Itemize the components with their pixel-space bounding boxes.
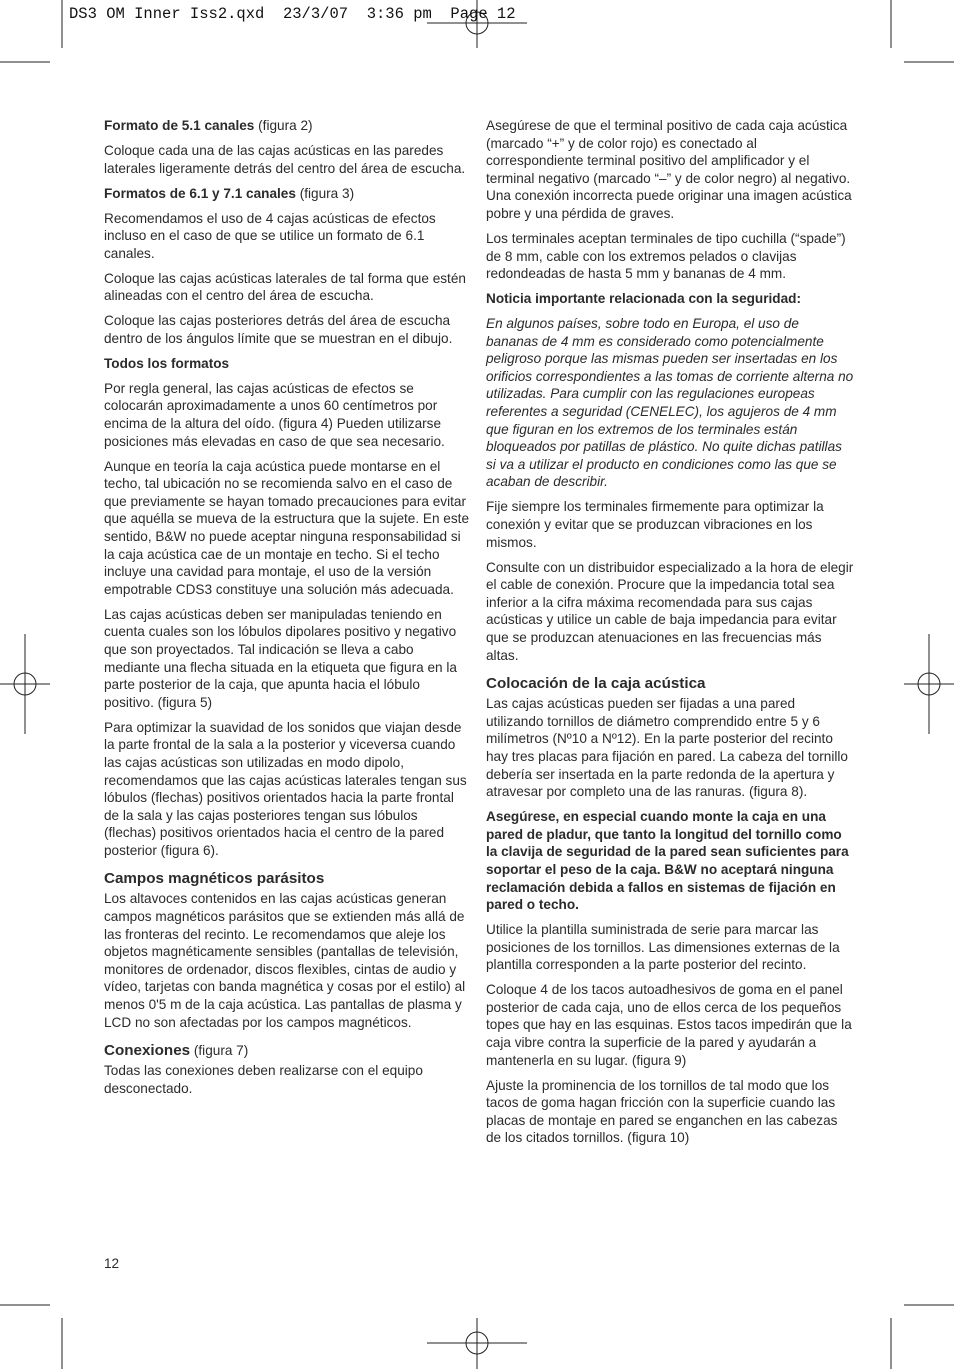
paragraph: Recomendamos el uso de 4 cajas acústicas de efectos incluso en el caso de que se utilice un formato de 6.1 canales. <box>104 210 436 261</box>
slug-page: Page 12 <box>450 5 516 23</box>
registration-mark-left <box>0 634 50 734</box>
paragraph: Utilice la plantilla suministrada de serie para marcar las posiciones de los tornillos. Las dimensiones externas de la plantilla corresponden a la parte posterior del recinto. <box>486 922 840 973</box>
subheading-all-formats: Todos los formatos <box>104 355 230 371</box>
paragraph: Asegúrese de que el terminal positivo de cada caja acústica (marcado “+” y de color rojo) es conectado al correspondiente terminal positivo del amplificador y el terminal negativo (marcado “–” y de color negro) al negativo. Una conexión incorrecta puede originar una imagen acústica pobre y una pérdida de graves. <box>486 118 852 221</box>
paragraph: Por regla general, las cajas acústicas de efectos se colocarán aproximadamente a unos 60 centímetros por encima de la altura del oído. (figura 4) Pueden utilizarse posiciones más elevadas en caso de que sea necesario. <box>104 380 445 449</box>
paragraph: Consulte con un distribuidor especializado a la hora de elegir el cable de conexión. Procure que la impedancia total sea inferior a la cifra máxima recomendada para sus cajas acústicas y utilice un cable de baja impedancia para evitar que se produzcan atenuaciones en las frecuencias más altas. <box>486 559 854 663</box>
section-heading-connections: Conexiones (figura 7) <box>104 1042 249 1060</box>
paragraph: Coloque cada una de las cajas acústicas en las paredes laterales ligeramente detrás del centro del área de escucha. <box>104 142 466 176</box>
paragraph: Coloque las cajas acústicas laterales de tal forma que estén alineadas con el centro del área de escucha. <box>104 270 466 304</box>
paragraph: Las cajas acústicas deben ser manipuladas teniendo en cuenta cuales son los lóbulos dipolares positivo y negativo que son proyectados. Tal indicación se lleva a cabo mediante una flecha situada en la etiqueta que figura en la parte posterior de la caja, que apunta hacia el lóbulo positivo. (figura 5) <box>104 606 457 710</box>
paragraph: Para optimizar la suavidad de los sonidos que viajan desde la parte frontal de la sala a la posterior y viceversa cuando las cajas acústicas son utilizadas en modo dipolo, recomendamos que las cajas acústicas laterales tengan sus lóbulos (flechas) positivos orientados hacia la parte frontal de la sala y las cajas posteriores tengan sus lóbulos (flechas) positivos orientados hacia el centro de la pared posterior (figura 6). <box>104 719 467 858</box>
paragraph: Las cajas acústicas pueden ser fijadas a una pared utilizando tornillos de diámetro comprendido entre 5 y 6 milímetros (Nº10 a Nº12). En la parte posterior del recinto hay tres placas para fijación en pared. La cabeza del tornillo debería ser insertada en la parte redonda de la apertura y atravesar por completo una de las ranuras. (figura 8). <box>486 696 848 800</box>
safety-notice-heading: Noticia importante relacionada con la seguridad: <box>486 291 801 307</box>
paragraph: Coloque las cajas posteriores detrás del área de escucha dentro de los ángulos límite que se muestran en el dibujo. <box>104 313 453 346</box>
section-heading-placement: Colocación de la caja acústica <box>486 675 706 693</box>
paragraph: Fije siempre los terminales firmemente para optimizar la conexión y evitar que se produzcan vibraciones en los mismos. <box>486 499 824 550</box>
paragraph: Los terminales aceptan terminales de tipo cuchilla (“spade”) de 8 mm, cable con los extremos pelados o clavijas redondeadas de hasta 5 mm y bananas de 4 mm. <box>486 230 846 282</box>
left-column <box>104 117 470 1105</box>
paragraph: Los altavoces contenidos en las cajas acústicas generan campos magnéticos parásitos que se extienden más allá de las fronteras del recinto. Le recomendamos que aleje los objetos magnéticamente sensibles (pantallas de televisión, monitores de ordenador, discos flexibles, cintas de audio y vídeo, tarjetas con banda magnética y cosas por el estilo) al menos 0'5 m de la caja acústica. Las pantallas de plasma y LCD no son afectadas por los campos magnéticos. <box>104 891 466 1030</box>
paragraph: Ajuste la prominencia de los tornillos de tal modo que los tacos de goma hagan fricción con la superficie cuando las placas de montaje en pared se enganchen en las cabezas de los citados tornillos. (figura 10) <box>486 1077 838 1146</box>
page-number: 12 <box>104 1256 120 1271</box>
safety-notice-text: En algunos países, sobre todo en Europa, el uso de bananas de 4 mm es considerado como potencialmente peligroso porque las mismas pueden ser insertadas en los orificios correspondientes a las tomas de corriente alterna no utilizadas. Para cumplir con las regulaciones europeas referentes a seguridad (CENELEC), los agujeros de 4 mm que figuran en los extremos de los terminales están bloqueados por patillas de plástico. No quite dichas patillas si va a utilizar el producto en condiciones como las que se acaban de describir. <box>486 316 854 490</box>
paragraph: Aunque en teoría la caja acústica puede montarse en el techo, tal ubicación no se recomienda salvo en el caso de que previamente se hayan tomado precauciones para evitar que aquélla se mueva de la estructura que la sujete. En este sentido, B&W no puede aceptar ninguna responsabilidad si la caja acústica cae de un montaje en techo. Si el techo incluye una cavidad para montaje, el uso de la versión empotrable CDS3 constituye una solución más adecuada. <box>104 458 470 597</box>
slug-date: 23/3/07 <box>282 5 349 23</box>
subheading-6-1-7-1: Formatos de 6.1 y 7.1 canales (figura 3) <box>104 185 355 201</box>
subheading-5-1: Formato de 5.1 canales (figura 2) <box>104 118 313 133</box>
right-column <box>486 117 854 1154</box>
mounting-warning: Asegúrese, en especial cuando monte la caja en una pared de pladur, que tanto la longitud del tornillo como la clavija de seguridad de la pared sean suficientes para soportar el peso de la caja. B&W no aceptará ninguna reclamación debida a fallos en sistemas de fijación en pared o techo. <box>486 809 849 913</box>
section-heading-magnetic-fields: Campos magnéticos parásitos <box>104 870 325 888</box>
registration-mark-right <box>904 634 954 734</box>
paragraph: Coloque 4 de los tacos autoadhesivos de goma en el panel posterior de cada caja, uno de ellos cerca de los pequeños topes que hay en las esquinas. Estos tacos impedirán que la caja vibre contra la superficie de la pared y ayudarán a mantenerla en su lugar. (figura 9) <box>486 982 852 1068</box>
paragraph: Todas las conexiones deben realizarse con el equipo desconectado. <box>104 1063 423 1096</box>
slug-file: DS3 OM Inner Iss2.qxd <box>69 5 265 23</box>
print-slug <box>69 4 516 24</box>
registration-mark-bottom <box>427 1318 527 1369</box>
slug-time: 3:36 pm <box>366 5 432 23</box>
